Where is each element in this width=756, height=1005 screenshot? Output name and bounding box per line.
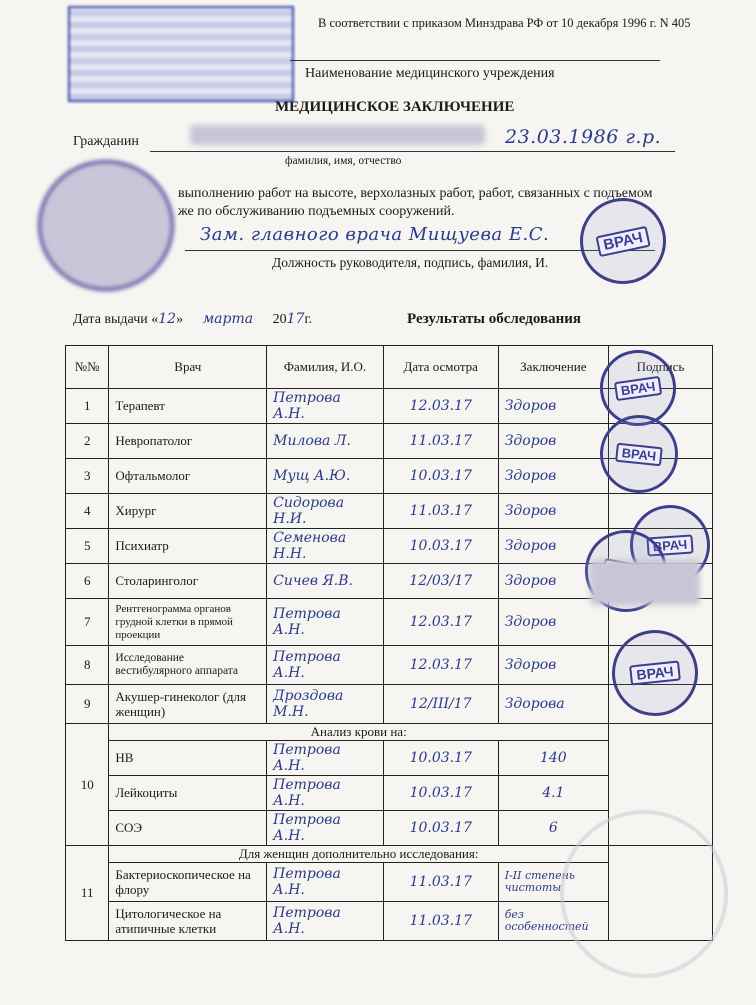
table-row: СОЭ Петрова А.Н. 10.03.17 6 [66, 811, 713, 846]
blurred-stamp-area [590, 560, 700, 605]
doctor-stamp: ВРАЧ [572, 190, 674, 292]
table-row: 7 Рентгенограмма органов грудной клетки в прямой проекции Петрова А.Н. 12.03.17 Здоров [66, 599, 713, 646]
admission-line-1: выполнению работ на высоте, верхолазных работ, работ, связанных с подъемом [178, 186, 653, 201]
institution-label: Наименование медицинского учреждения [305, 66, 555, 81]
col-conclusion: Заключение [498, 346, 608, 389]
round-seal-stamp [38, 160, 174, 291]
table-row: Цитологическое на атипичные клетки Петрова А.Н. 11.03.17 без особенностей [66, 902, 713, 941]
issue-month: марта [202, 311, 254, 327]
citizen-sublabel: фамилия, имя, отчество [285, 155, 402, 167]
results-title: Результаты обследования [407, 311, 581, 327]
col-date: Дата осмотра [383, 346, 498, 389]
table-row: 8 Исследование вестибулярного аппарата Петрова А.Н. 12.03.17 Здоров [66, 646, 713, 685]
col-signature: Подпись [608, 346, 712, 389]
document-title: МЕДИЦИНСКОЕ ЗАКЛЮЧЕНИЕ [275, 99, 515, 115]
watermark-stamp [560, 810, 728, 978]
institution-stamp [68, 6, 294, 102]
table-row-blood-title: 10 Анализ крови на: [66, 724, 713, 741]
admission-line-2: же по обслуживанию подъемных сооружений. [178, 204, 455, 219]
table-row: 4 Хирург Сидорова Н.И. 11.03.17 Здоров [66, 494, 713, 529]
doctor-stamp: ВРАЧ [608, 626, 703, 721]
doctor-stamp: ВРАЧ [596, 411, 682, 497]
table-row: 1 Терапевт Петрова А.Н. 12.03.17 Здоров [66, 389, 713, 424]
table-row: НВ Петрова А.Н. 10.03.17 140 [66, 741, 713, 776]
col-number: №№ [66, 346, 109, 389]
table-row: Бактериоскопическое на флору Петрова А.Н. 11.03.17 I-II степень чистоты [66, 863, 713, 902]
table-row: 6 Столаринголог Сичев Я.В. 12/03/17 Здоров [66, 564, 713, 599]
table-row: 2 Невропатолог Милова Л. 11.03.17 Здоров [66, 424, 713, 459]
doctor-stamp: ВРАЧ [627, 502, 712, 587]
table-row: 9 Акушер-гинеколог (для женщин) Дроздова М.Н. 12/III/17 Здорова [66, 685, 713, 724]
head-label: Должность руководителя, подпись, фамилия, И. [272, 255, 549, 270]
table-row: 3 Офтальмолог Мущ А.Ю. 10.03.17 Здоров [66, 459, 713, 494]
issue-day: 12 [158, 311, 177, 327]
citizen-name-blurred [190, 125, 485, 145]
col-doctor: Врач [109, 346, 267, 389]
issue-date-line: Дата выдачи «12» марта 2017г. [73, 311, 313, 327]
col-name: Фамилия, И.О. [267, 346, 384, 389]
table-row-women-title: 11 Для женщин дополнительно исследования: [66, 846, 713, 863]
doctor-stamp: ВРАЧ [595, 345, 681, 431]
table-row: Лейкоциты Петрова А.Н. 10.03.17 4.1 [66, 776, 713, 811]
order-text: В соответствии с приказом Минздрава РФ от 10 декабря 1996 г. N 405 [318, 16, 691, 30]
birth-date: 23.03.1986 г.р. [505, 126, 662, 148]
issue-year: 17 [286, 311, 305, 327]
head-signature: Зам. главного врача Мищуева Е.С. [200, 224, 550, 245]
citizen-label: Гражданин [73, 134, 139, 149]
table-row: 5 Психиатр Семенова Н.Н. 10.03.17 Здоров [66, 529, 713, 564]
